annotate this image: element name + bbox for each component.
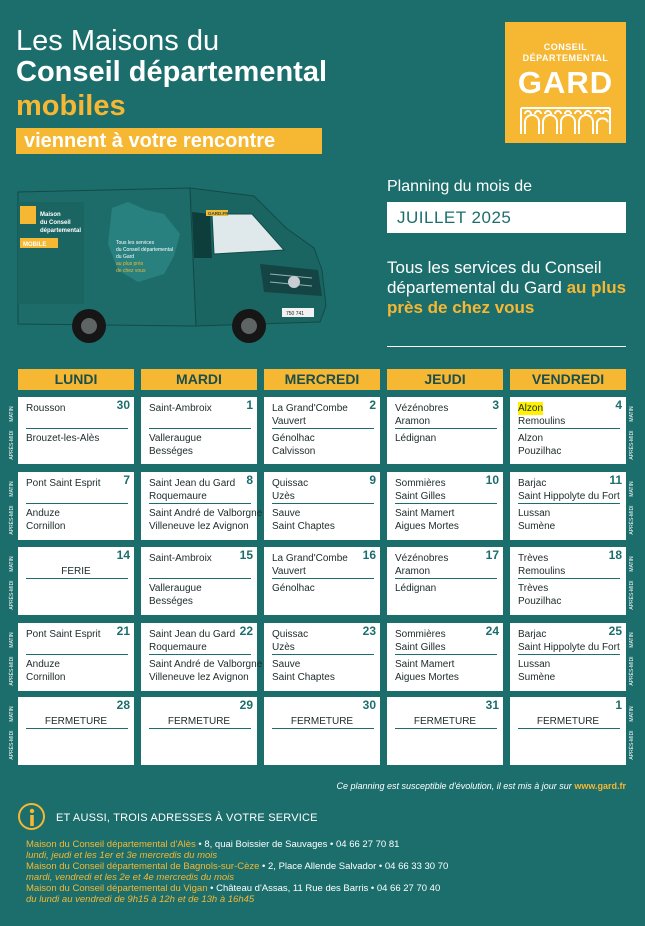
cell-divider xyxy=(395,428,497,429)
afternoon-locations xyxy=(272,432,315,458)
day-cell xyxy=(264,697,380,765)
day-number: 10 xyxy=(485,473,499,487)
mobile-van-illustration xyxy=(14,184,344,349)
location: Aramon xyxy=(395,566,431,577)
day-cell xyxy=(18,472,134,540)
van-mobile-badge: MOBILE xyxy=(23,242,47,248)
location: Trèves xyxy=(518,583,549,594)
cell-divider xyxy=(272,728,374,729)
day-cell xyxy=(264,472,380,540)
afternoon-locations xyxy=(149,507,262,533)
afternoon-locations xyxy=(518,432,561,458)
cell-divider xyxy=(26,428,128,429)
day-cell xyxy=(141,472,263,540)
day-number: 16 xyxy=(362,548,376,562)
cell-divider xyxy=(395,728,497,729)
day-cell xyxy=(264,547,380,615)
day-cell xyxy=(510,697,626,765)
day-number: 23 xyxy=(362,624,376,638)
location: Lédignan xyxy=(395,433,437,444)
side-label-am-right: MATIN xyxy=(629,556,635,572)
location: Vézénobres xyxy=(395,403,449,414)
day-number: 14 xyxy=(116,548,130,562)
tagline-highlight: au plus près de chez vous xyxy=(387,278,627,317)
address-1 xyxy=(26,839,399,850)
day-number: 31 xyxy=(485,698,499,712)
day-number: 24 xyxy=(485,624,499,638)
location: Saint Gilles xyxy=(395,642,446,653)
cell-divider xyxy=(149,428,251,429)
location: Vézénobres xyxy=(395,553,449,564)
logo-line-3: GARD xyxy=(517,65,614,100)
location: Sauve xyxy=(272,659,301,670)
cell-divider xyxy=(395,578,497,579)
location: Saint Mamert xyxy=(395,508,455,519)
title-tagline-band: viennent à votre rencontre xyxy=(16,128,322,154)
day-header-2: MERCREDI xyxy=(264,369,380,390)
afternoon-locations xyxy=(149,658,262,684)
afternoon-locations xyxy=(395,432,436,445)
location: La Grand'Combe xyxy=(272,403,348,414)
morning-locations xyxy=(149,552,233,565)
van-cab-logo: GARD.FR xyxy=(208,211,229,216)
location: Saint-Ambroix xyxy=(149,553,212,564)
location: Sommières xyxy=(395,478,446,489)
cell-divider xyxy=(149,578,251,579)
location: Lussan xyxy=(518,659,551,670)
day-number: 17 xyxy=(485,548,499,562)
side-label-am-right: MATIN xyxy=(629,632,635,648)
day-number: 8 xyxy=(246,473,253,487)
location: Pouzilhac xyxy=(518,596,562,607)
location: Saint Gilles xyxy=(395,491,446,502)
side-label-am-left: MATIN xyxy=(9,706,15,722)
location: Remoulins xyxy=(518,416,566,427)
info-title: ET AUSSI, TROIS ADRESSES À VOTRE SERVICE xyxy=(56,812,318,824)
morning-locations xyxy=(26,477,110,490)
afternoon-locations xyxy=(272,582,315,595)
side-label-am-right: MATIN xyxy=(629,706,635,722)
closed-label: FERIE xyxy=(61,566,91,577)
morning-locations xyxy=(518,552,602,578)
location: Sumène xyxy=(518,521,556,532)
day-cell xyxy=(141,623,263,691)
side-label-pm-right: APRÈS-MIDI xyxy=(629,430,635,460)
location: Bességes xyxy=(149,446,193,457)
day-number: 4 xyxy=(615,398,622,412)
location: Saint Chaptes xyxy=(272,672,335,683)
day-cell xyxy=(18,397,134,464)
location: Lussan xyxy=(518,508,551,519)
side-label-am-right: MATIN xyxy=(629,481,635,497)
day-cell xyxy=(387,472,503,540)
day-cell xyxy=(510,397,626,464)
location: Aigues Mortes xyxy=(395,672,459,683)
day-number: 3 xyxy=(492,398,499,412)
cell-divider xyxy=(272,503,374,504)
address-3-details: • Château d'Assas, 11 Rue des Barris • 04 66 27 70 40 xyxy=(207,883,441,894)
address-2-details: • 2, Place Allende Salvador • 04 66 33 30 70 xyxy=(259,861,449,872)
location: Calvisson xyxy=(272,446,316,457)
address-3 xyxy=(26,883,440,894)
cell-divider xyxy=(518,503,620,504)
day-cell xyxy=(18,623,134,691)
divider xyxy=(387,346,626,347)
location: Quissac xyxy=(272,478,309,489)
day-number: 2 xyxy=(369,398,376,412)
side-label-pm-right: APRÈS-MIDI xyxy=(629,580,635,610)
location: Brouzet-les-Alès xyxy=(26,433,100,444)
day-cell xyxy=(387,547,503,615)
location: Sommières xyxy=(395,629,446,640)
location: Saint Hippolyte du Fort xyxy=(518,642,620,653)
location: Anduze xyxy=(26,508,60,519)
van-side-text-3: du Gard xyxy=(116,254,135,260)
location: Saint Chaptes xyxy=(272,521,335,532)
gard-website-link[interactable]: www.gard.fr xyxy=(574,781,626,791)
day-number: 9 xyxy=(369,473,376,487)
location: Valleraugue xyxy=(149,583,202,594)
gard-logo xyxy=(505,22,626,143)
morning-locations xyxy=(518,402,602,428)
cell-divider xyxy=(26,578,128,579)
cell-divider xyxy=(26,503,128,504)
location: Anduze xyxy=(26,659,60,670)
side-label-am-right: MATIN xyxy=(629,406,635,422)
location: Saint André de Valborgne xyxy=(149,508,263,519)
address-2-hours: mardi, vendredi et les 2e et 4e mercredis du mois xyxy=(26,872,235,883)
address-3-name: Maison du Conseil départemental du Vigan xyxy=(26,883,208,894)
cell-divider xyxy=(518,428,620,429)
cell-divider xyxy=(272,578,374,579)
location: Génolhac xyxy=(272,433,315,444)
morning-locations xyxy=(149,402,233,415)
cell-divider xyxy=(26,728,128,729)
location: Roquemaure xyxy=(149,491,207,502)
side-label-am-left: MATIN xyxy=(9,481,15,497)
logo-line-1: CONSEIL xyxy=(543,42,588,52)
day-number: 11 xyxy=(609,473,622,487)
location: Saint Jean du Gard xyxy=(149,478,236,489)
location: Valleraugue xyxy=(149,433,202,444)
afternoon-locations xyxy=(149,582,202,608)
afternoon-locations xyxy=(395,507,459,533)
location: Trèves xyxy=(518,553,549,564)
location: Remoulins xyxy=(518,566,566,577)
afternoon-locations xyxy=(518,507,555,533)
location: Quissac xyxy=(272,629,309,640)
day-header-4: VENDREDI xyxy=(510,369,626,390)
side-label-pm-right: APRÈS-MIDI xyxy=(629,730,635,760)
day-number: 18 xyxy=(608,548,622,562)
day-cell xyxy=(141,397,257,464)
morning-locations xyxy=(272,402,356,428)
day-cell xyxy=(18,697,134,765)
location: Saint Jean du Gard xyxy=(149,629,236,640)
closed-label: FERMETURE xyxy=(167,716,231,727)
side-label-am-left: MATIN xyxy=(9,406,15,422)
update-note-text: Ce planning est susceptible d'évolution, il est mis à jour sur xyxy=(336,781,572,791)
address-3-hours: du lundi au vendredi de 9h15 à 12h et de 13h à 16h45 xyxy=(26,894,255,905)
day-cell xyxy=(264,623,380,691)
day-cell xyxy=(141,697,257,765)
location: Pont Saint Esprit xyxy=(26,478,101,489)
location: Saint Mamert xyxy=(395,659,455,670)
cell-divider xyxy=(26,654,128,655)
location: Uzès xyxy=(272,642,295,653)
location: Pouzilhac xyxy=(518,446,562,457)
day-cell xyxy=(264,397,380,464)
day-number: 21 xyxy=(116,624,130,638)
day-number: 22 xyxy=(239,624,253,638)
morning-locations xyxy=(395,552,479,578)
van-panel-line-1: Maison xyxy=(40,212,61,218)
van-side-text-5: de chez vous xyxy=(116,268,146,274)
location: Uzès xyxy=(272,491,295,502)
update-note xyxy=(336,781,626,791)
side-label-pm-right: APRÈS-MIDI xyxy=(629,656,635,686)
side-label-pm-left: APRÈS-MIDI xyxy=(9,430,15,460)
day-number: 1 xyxy=(615,698,622,712)
location: Saint Hippolyte du Fort xyxy=(518,491,620,502)
afternoon-locations xyxy=(272,507,335,533)
day-number: 30 xyxy=(116,398,130,412)
location: Lédignan xyxy=(395,583,437,594)
cell-divider xyxy=(272,428,374,429)
afternoon-locations xyxy=(395,582,436,595)
day-number: 30 xyxy=(362,698,376,712)
info-icon xyxy=(18,803,45,830)
side-label-pm-left: APRÈS-MIDI xyxy=(9,730,15,760)
closed-label: FERMETURE xyxy=(536,716,600,727)
address-1-name: Maison du Conseil départemental d'Alès xyxy=(26,839,196,850)
location: Alzon xyxy=(518,433,544,444)
morning-locations xyxy=(395,477,479,503)
cell-divider xyxy=(518,578,620,579)
day-number: 15 xyxy=(239,548,253,562)
location: Villeneuve lez Avignon xyxy=(149,521,249,532)
cell-divider xyxy=(395,654,497,655)
address-1-details: • 8, quai Boissier de Sauvages • 04 66 27 70 81 xyxy=(195,839,400,850)
day-cell xyxy=(510,623,626,691)
day-header-3: JEUDI xyxy=(387,369,503,390)
afternoon-locations xyxy=(518,582,561,608)
address-2-name: Maison du Conseil départemental de Bagnols-sur-Cèze xyxy=(26,861,260,872)
location: Génolhac xyxy=(272,583,315,594)
morning-locations xyxy=(149,628,236,654)
afternoon-locations xyxy=(518,658,555,684)
van-side-text-2: du Conseil départemental xyxy=(116,247,173,253)
location: Aramon xyxy=(395,416,431,427)
day-number: 28 xyxy=(116,698,130,712)
cell-divider xyxy=(149,728,251,729)
morning-locations xyxy=(272,477,356,503)
afternoon-locations xyxy=(26,507,65,533)
day-cell xyxy=(387,623,503,691)
location: Saint-Ambroix xyxy=(149,403,212,414)
day-number: 7 xyxy=(123,473,130,487)
tagline-plain: Tous les services du Conseil départemental du Gard xyxy=(387,258,602,297)
day-header-0: LUNDI xyxy=(18,369,134,390)
closed-label: FERMETURE xyxy=(413,716,477,727)
day-cell xyxy=(510,547,626,615)
location: Cornillon xyxy=(26,672,66,683)
address-2 xyxy=(26,861,448,872)
van-side-text-4: au plus près xyxy=(116,261,144,267)
day-number: 29 xyxy=(239,698,253,712)
location: Barjac xyxy=(518,478,547,489)
day-cell xyxy=(387,697,503,765)
location: Vauvert xyxy=(272,416,306,427)
day-cell xyxy=(387,397,503,464)
day-number: 1 xyxy=(246,398,253,412)
van-panel-line-2: du Conseil xyxy=(40,220,71,226)
side-label-pm-left: APRÈS-MIDI xyxy=(9,580,15,610)
location: Roquemaure xyxy=(149,642,207,653)
side-label-am-left: MATIN xyxy=(9,556,15,572)
side-label-pm-right: APRÈS-MIDI xyxy=(629,505,635,535)
morning-locations xyxy=(395,402,479,428)
location: La Grand'Combe xyxy=(272,553,348,564)
location: Sauve xyxy=(272,508,301,519)
van-plate: 750 741 xyxy=(286,311,305,317)
morning-locations xyxy=(26,402,110,415)
day-number: 25 xyxy=(608,624,622,638)
location: Alzon xyxy=(518,403,544,414)
day-header-1: MARDI xyxy=(141,369,257,390)
location: Barjac xyxy=(518,629,547,640)
afternoon-locations xyxy=(26,658,65,684)
location: Cornillon xyxy=(26,521,66,532)
afternoon-locations xyxy=(149,432,202,458)
address-1-hours: lundi, jeudi et les 1er et 3e mercredis du mois xyxy=(26,850,218,861)
morning-locations xyxy=(272,552,356,578)
location: Villeneuve lez Avignon xyxy=(149,672,249,683)
morning-locations xyxy=(395,628,479,654)
logo-line-2: DÉPARTEMENTAL xyxy=(522,53,609,63)
closed-label: FERMETURE xyxy=(44,716,108,727)
cell-divider xyxy=(149,503,251,504)
day-cell xyxy=(18,547,134,615)
location: Sumène xyxy=(518,672,556,683)
morning-locations xyxy=(26,628,110,641)
title-line-1: Les Maisons du xyxy=(16,25,220,57)
location: Saint André de Valborgne xyxy=(149,659,263,670)
afternoon-locations xyxy=(26,432,99,445)
day-cell xyxy=(141,547,257,615)
side-label-pm-left: APRÈS-MIDI xyxy=(9,656,15,686)
side-label-am-left: MATIN xyxy=(9,632,15,648)
location: Pont Saint Esprit xyxy=(26,629,101,640)
closed-label: FERMETURE xyxy=(290,716,354,727)
day-cell xyxy=(510,472,626,540)
van-side-text-1: Tous les services xyxy=(116,240,155,246)
planning-month: JUILLET 2025 xyxy=(387,202,626,233)
title-line-2: Conseil départemental xyxy=(16,56,328,88)
cell-divider xyxy=(518,728,620,729)
cell-divider xyxy=(149,654,251,655)
cell-divider xyxy=(395,503,497,504)
location: Aigues Mortes xyxy=(395,521,459,532)
cell-divider xyxy=(518,654,620,655)
location: Rousson xyxy=(26,403,66,414)
location: Bességes xyxy=(149,596,193,607)
morning-locations xyxy=(149,477,236,503)
planning-tagline xyxy=(387,258,627,318)
location: Vauvert xyxy=(272,566,306,577)
afternoon-locations xyxy=(395,658,459,684)
planning-label: Planning du mois de xyxy=(387,178,532,195)
side-label-pm-left: APRÈS-MIDI xyxy=(9,505,15,535)
afternoon-locations xyxy=(272,658,335,684)
pont-du-gard-icon xyxy=(519,102,612,136)
morning-locations xyxy=(272,628,356,654)
title-line-3: mobiles xyxy=(16,90,126,122)
cell-divider xyxy=(272,654,374,655)
van-panel-line-3: départemental xyxy=(40,228,82,234)
